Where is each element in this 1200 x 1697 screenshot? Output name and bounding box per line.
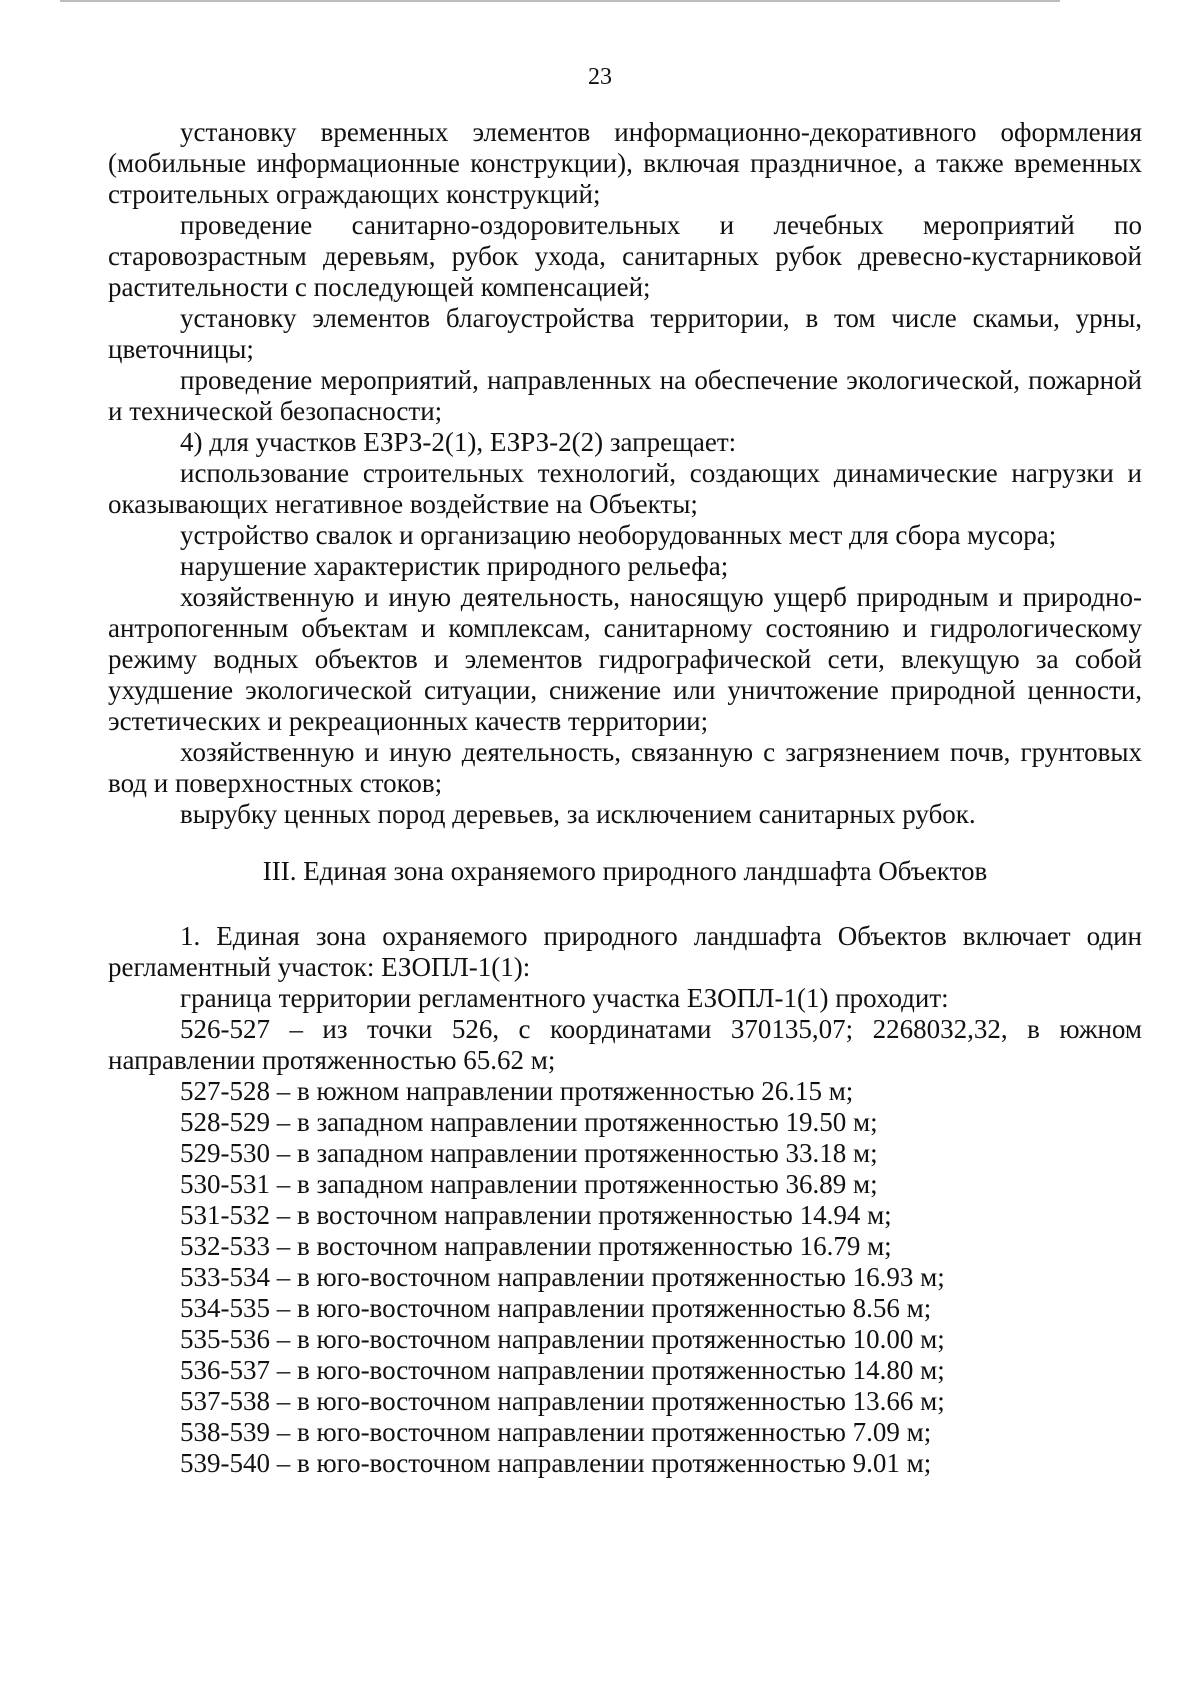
boundary-segment: 528-529 – в западном направлении протяженностью 19.50 м; [180,1107,878,1137]
boundary-segment: 531-532 – в восточном направлении протяженностью 14.94 м; [180,1200,892,1230]
paragraph: 4) для участков ЕЗРЗ-2(1), ЕЗРЗ-2(2) запрещает: [180,427,737,457]
boundary-segment: 527-528 – в южном направлении протяженностью 26.15 м; [180,1076,854,1106]
paragraph: устройство свалок и организацию необорудованных мест для сбора мусора; [180,520,1057,550]
section-heading: III. Единая зона охраняемого природного ландшафта Объектов [262,856,988,886]
boundary-segment: 529-530 – в западном направлении протяженностью 33.18 м; [180,1138,878,1168]
paragraph: установку временных элементов информационно-декоративного оформления (мобильные информационные конструкции), включая праздничное, а также временных строительных ограждающих конструкций; [108,117,1142,209]
paragraph: вырубку ценных пород деревьев, за исключением санитарных рубок. [180,799,976,829]
document-body [108,117,1142,1479]
paragraph: 526-527 – из точки 526, с координатами 370135,07; 2268032,32, в южном направлении протяженностью 65.62 м; [108,1014,1142,1075]
boundary-segment: 530-531 – в западном направлении протяженностью 36.89 м; [180,1169,878,1199]
boundary-segment: 532-533 – в восточном направлении протяженностью 16.79 м; [180,1231,892,1261]
boundary-segment: 539-540 – в юго-восточном направлении протяженностью 9.01 м; [180,1448,932,1478]
paragraph: проведение санитарно-оздоровительных и лечебных мероприятий по старовозрастным деревьям, рубок ухода, санитарных рубок древесно-кустарниковой растительности с последующей компенсацией; [108,210,1142,302]
page-number: 23 [588,64,612,90]
boundary-segment: 533-534 – в юго-восточном направлении протяженностью 16.93 м; [180,1262,945,1292]
paragraph: установку элементов благоустройства территории, в том числе скамьи, урны, цветочницы; [108,303,1142,364]
paragraph: использование строительных технологий, создающих динамические нагрузки и оказывающих негативное воздействие на Объекты; [108,458,1142,519]
boundary-segment: 537-538 – в юго-восточном направлении протяженностью 13.66 м; [180,1386,945,1416]
boundary-segment: 534-535 – в юго-восточном направлении протяженностью 8.56 м; [180,1293,932,1323]
paragraph: нарушение характеристик природного рельефа; [180,551,729,581]
scan-top-rule [60,0,1060,2]
paragraph: проведение мероприятий, направленных на обеспечение экологической, пожарной и технической безопасности; [108,365,1142,426]
paragraph: 1. Единая зона охраняемого природного ландшафта Объектов включает один регламентный участок: ЕЗОПЛ-1(1): [108,921,1142,982]
paragraph: хозяйственную и иную деятельность, связанную с загрязнением почв, грунтовых вод и поверхностных стоков; [108,737,1142,798]
paragraph: хозяйственную и иную деятельность, наносящую ущерб природным и природно-антропогенным объектам и комплексам, санитарному состоянию и гидрологическому режиму водных объектов и элементов гидрографической сети, влекущую за собой ухудшение экологической ситуации, снижение или уничтожение природной ценности, эстетических и рекреационных качеств территории; [108,582,1142,736]
boundary-segment: 538-539 – в юго-восточном направлении протяженностью 7.09 м; [180,1417,932,1447]
paragraph: граница территории регламентного участка ЕЗОПЛ-1(1) проходит: [180,983,949,1013]
boundary-segment: 536-537 – в юго-восточном направлении протяженностью 14.80 м; [180,1355,945,1385]
boundary-segment: 535-536 – в юго-восточном направлении протяженностью 10.00 м; [180,1324,945,1354]
